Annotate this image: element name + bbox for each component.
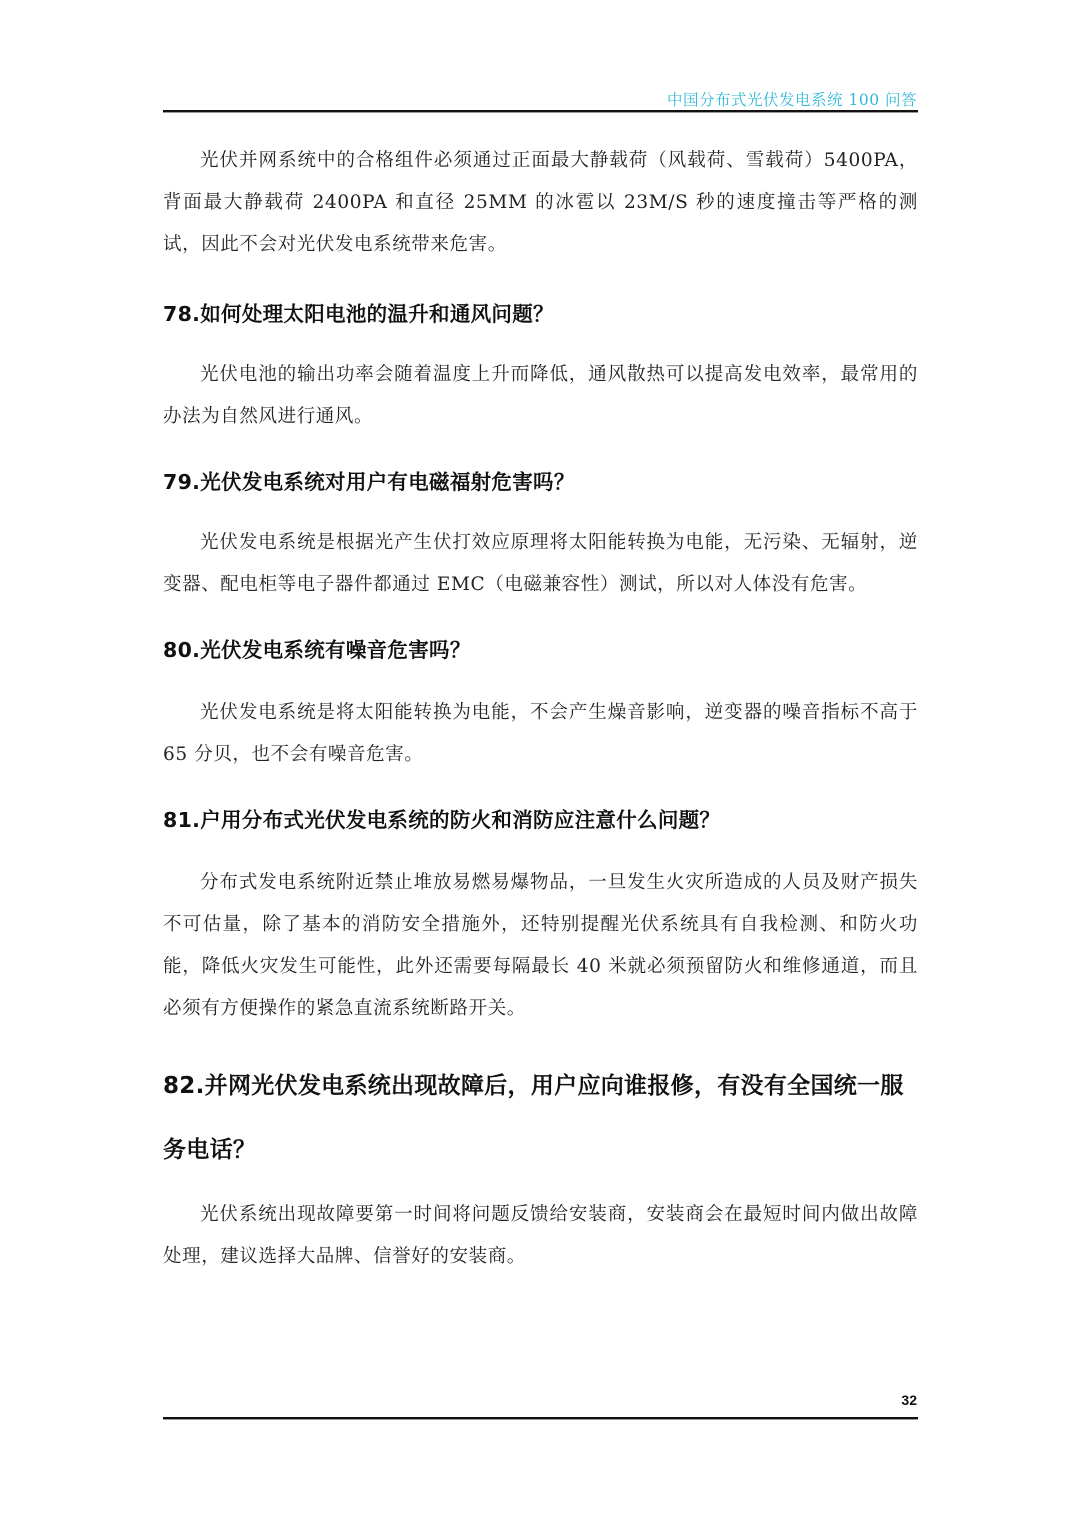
answer-77-continued: 光伏并网系统中的合格组件必须通过正面最大静载荷（风载荷、雪载荷）5400PA，背面最大静载荷 2400PA 和直径 25MM 的冰雹以 23M/S 秒的速度撞击等严格的测试，因此不会对光伏发电系统带来危害。 [163, 150, 918, 255]
answer-81: 分布式发电系统附近禁止堆放易燃易爆物品，一旦发生火灾所造成的人员及财产损失不可估量，除了基本的消防安全措施外，还特别提醒光伏系统具有自我检测、和防火功能，降低火灾发生可能性，此外还需要每隔最长 40 米就必须预留防火和维修通道，而且必须有方便操作的紧急直流系统断路开关。 [163, 872, 918, 1019]
question-78-heading: 78.如何处理太阳电池的温升和通风问题？ [163, 302, 554, 326]
question-79-heading: 79.光伏发电系统对用户有电磁福射危害吗？ [163, 470, 575, 494]
answer-78: 光伏电池的输出功率会随着温度上升而降低，通风散热可以提高发电效率，最常用的办法为自然风进行通风。 [163, 364, 918, 427]
page-content [163, 140, 918, 1278]
question-80-heading: 80.光伏发电系统有噪音危害吗？ [163, 638, 471, 662]
answer-80: 光伏发电系统是将太阳能转换为电能，不会产生燥音影响，逆变器的噪音指标不高于 65 分贝，也不会有噪音危害。 [163, 702, 918, 765]
question-82-heading: 82.并网光伏发电系统出现故障后，用户应向谁报修，有没有全国统一服务电话？ [163, 1073, 904, 1163]
answer-82: 光伏系统出现故障要第一时间将问题反馈给安装商，安装商会在最短时间内做出故障处理，建议选择大品牌、信誉好的安装商。 [163, 1204, 918, 1267]
footer-divider [163, 1417, 918, 1419]
running-header-title: 中国分布式光伏发电系统 100 问答 [667, 91, 917, 109]
question-81-heading: 81.户用分布式光伏发电系统的防火和消防应注意什么问题？ [163, 808, 721, 832]
answer-79: 光伏发电系统是根据光产生伏打效应原理将太阳能转换为电能，无污染、无辐射，逆变器、配电柜等电子器件都通过 EMC（电磁兼容性）测试，所以对人体没有危害。 [163, 532, 918, 595]
header-divider [163, 110, 918, 112]
page-number: 32 [901, 1392, 917, 1408]
